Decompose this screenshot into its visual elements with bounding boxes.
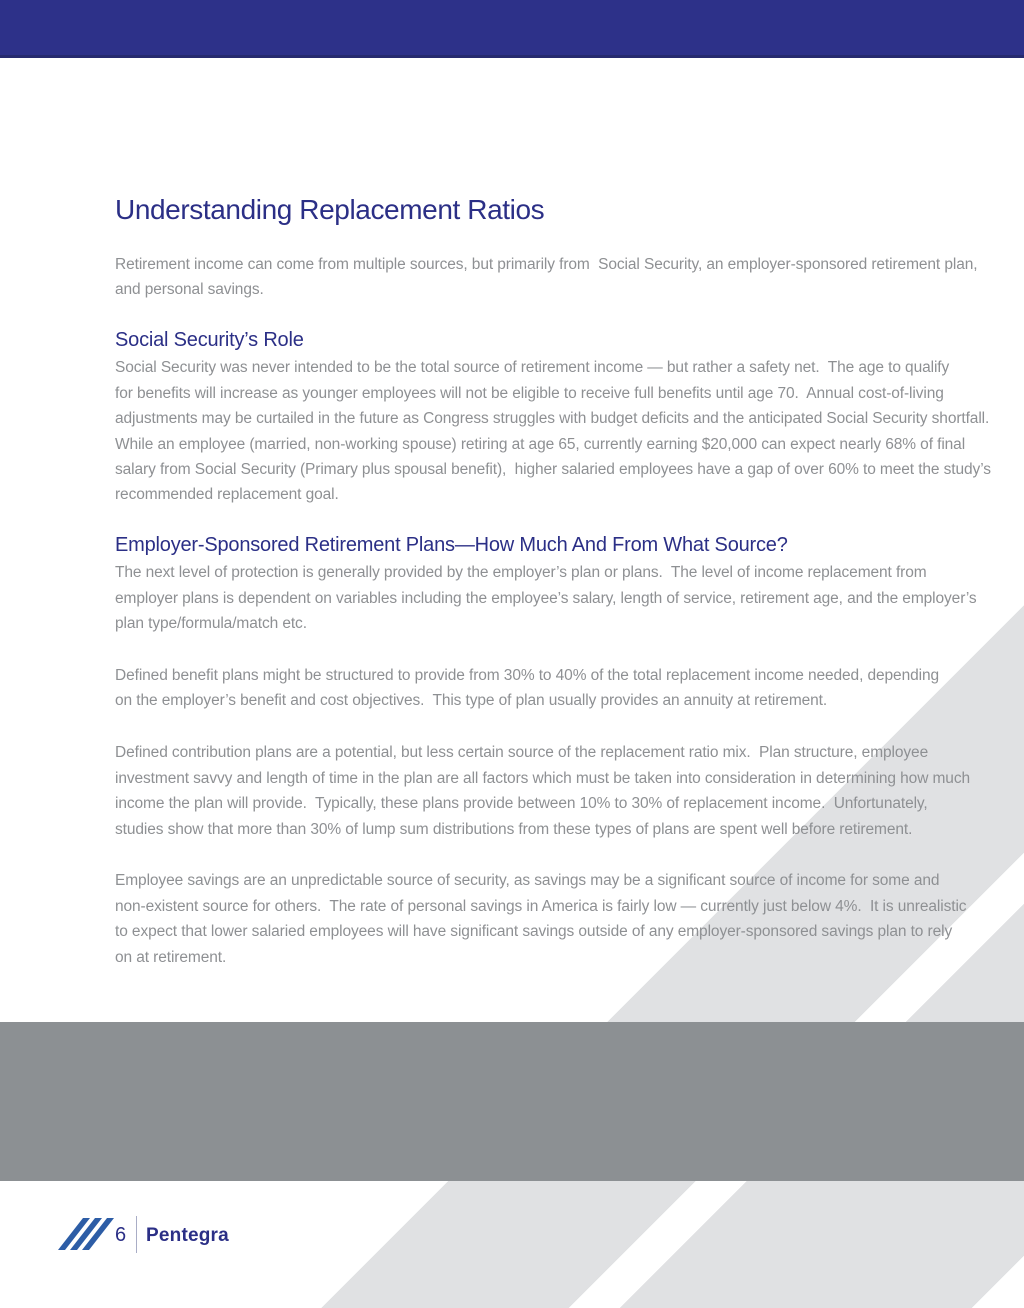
defined-benefit-paragraph: Defined benefit plans might be structured to provide from 30% to 40% of the total replacement income needed, depending on the employer’s benefit and cost objectives. This type of plan usually provides an annuity at retirement.	[115, 666, 939, 710]
section-heading-social-security: Social Security’s Role	[115, 329, 304, 352]
footer-gray-band	[0, 1022, 1024, 1181]
header-bar	[0, 0, 1024, 58]
defined-contribution-paragraph: Defined contribution plans are a potential, but less certain source of the replacement ratio mix. Plan structure, employee investment savvy and length of time in the plan are all factors which must be taken into consideration in determining how much income the plan will provide. Typically, these plans provide between 10% to 30% of replacement income. Unfortunately, studies show that more than 30% of lump sum distributions from these types of plans are spent well before retirement.	[115, 744, 970, 838]
employer-plans-paragraph: The next level of protection is generally provided by the employer’s plan or plans. The level of income replacement from employer plans is dependent on variables including the employee’s salary, length of service, retirement age, and the employer’s plan type/formula/match etc.	[115, 564, 977, 633]
intro-paragraph: Retirement income can come from multiple sources, but primarily from Social Security, an employer-sponsored retirement plan, and personal savings.	[115, 256, 978, 299]
section-heading-employer-plans: Employer-Sponsored Retirement Plans—How Much And From What Source?	[115, 534, 788, 557]
page-footer	[0, 1200, 1024, 1270]
page-number: 6	[115, 1224, 127, 1246]
social-security-paragraph: Social Security was never intended to be the total source of retirement income — but rather a safety net. The age to qualify for benefits will increase as younger employees will not be eligible to receive full benefits until age 70. Annual cost-of-living adjustments may be curtailed in the future as Congress struggles with budget deficits and the anticipated Social Security shortfall. While an employee (married, non-working spouse) retiring at age 65, currently earning $20,000 can expect nearly 68% of final salary from Social Security (Primary plus spousal benefit), higher salaried employees have a gap of over 60% to meet the study’s recommended replacement goal.	[115, 359, 991, 504]
pentegra-triple-slash-logo-icon	[58, 1218, 118, 1250]
employee-savings-paragraph: Employee savings are an unpredictable source of security, as savings may be a significant source of income for some and non-existent source for others. The rate of personal savings in America is fairly low — currently just below 4%. It is unrealistic to expect that lower salaried employees will have significant savings outside of any employer-sponsored savings plan to rely on at retirement.	[115, 872, 967, 966]
brand-name: Pentegra	[146, 1225, 229, 1246]
page-content	[115, 194, 991, 997]
page-title: Understanding Replacement Ratios	[115, 194, 545, 225]
footer-divider	[136, 1216, 137, 1253]
